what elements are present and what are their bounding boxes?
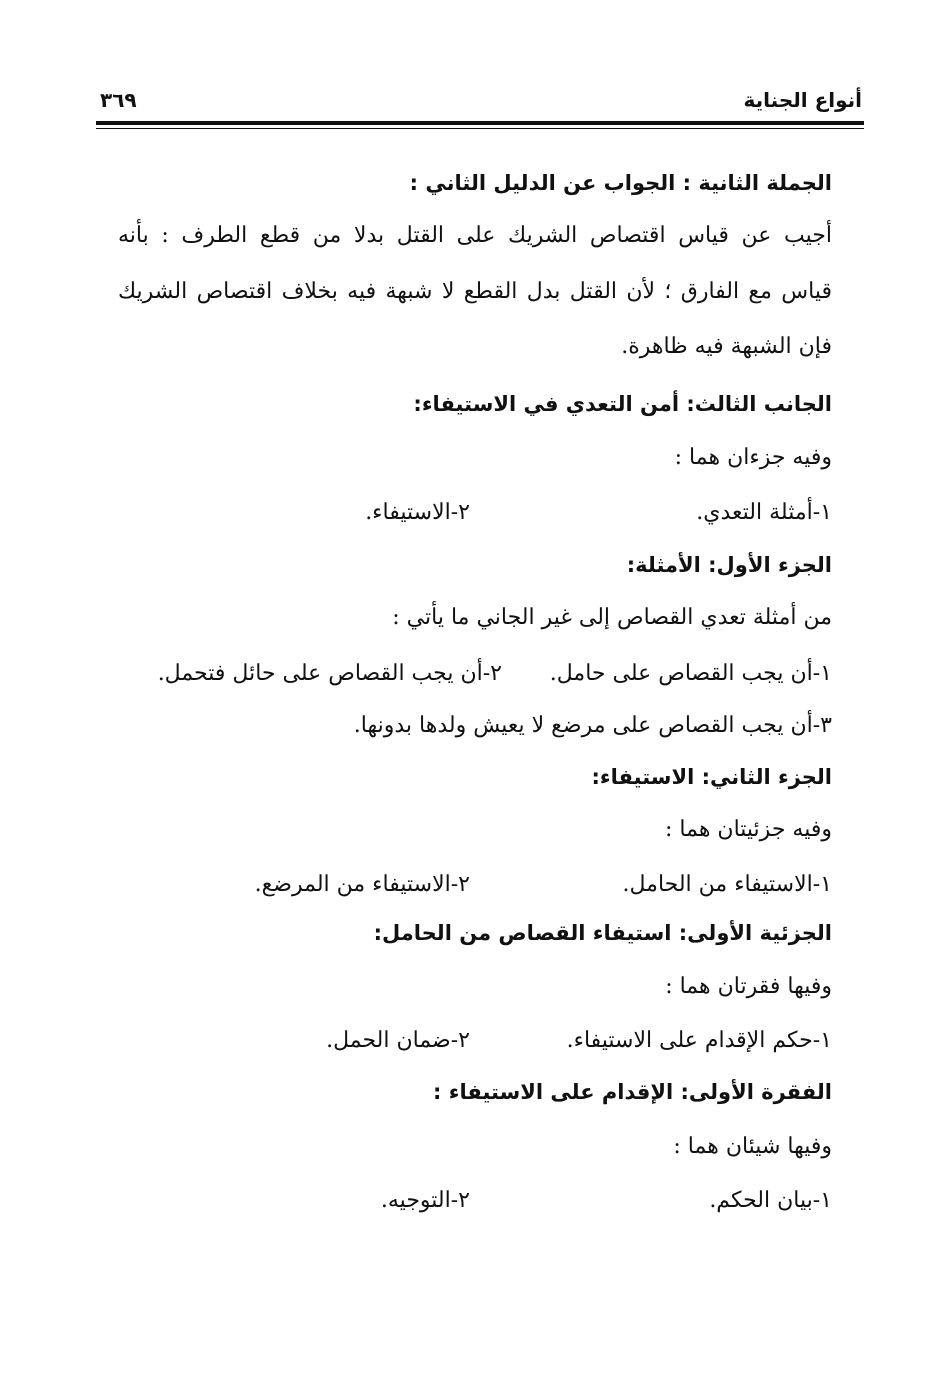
- list-item: ١-حكم الإقدام على الاستيفاء.: [566, 1028, 832, 1053]
- list-item: ٣-أن يجب القصاص على مرضع لا يعيش ولدها بدونها.: [353, 713, 832, 738]
- list-item: ٢-التوجيه.: [380, 1188, 470, 1213]
- body-text-line: وفيها فقرتان هما :: [665, 974, 832, 999]
- running-header: [96, 86, 864, 124]
- section-heading: الجانب الثالث: أمن التعدي في الاستيفاء:: [413, 392, 832, 416]
- list-item: ٢-الاستيفاء.: [365, 500, 470, 525]
- section-heading: الجملة الثانية : الجواب عن الدليل الثاني :: [409, 171, 832, 195]
- body-text-line: وفيها شيئان هما :: [673, 1134, 832, 1159]
- header-rule-thin: [96, 128, 864, 129]
- list-item: ١-أن يجب القصاص على حامل.: [549, 661, 832, 686]
- list-item: ١-أمثلة التعدي.: [696, 500, 832, 525]
- list-item: ١-الاستيفاء من الحامل.: [622, 872, 832, 897]
- list-item: ٢-ضمان الحمل.: [326, 1028, 470, 1053]
- header-rule-thick: [96, 121, 864, 125]
- section-heading: الجزء الأول: الأمثلة:: [626, 553, 832, 577]
- chapter-title: أنواع الجناية: [743, 88, 862, 112]
- list-item: ١-بيان الحكم.: [709, 1188, 832, 1213]
- page-number: ٣٦٩: [100, 88, 137, 112]
- list-item: ٢-أن يجب القصاص على حائل فتحمل.: [157, 661, 502, 686]
- list-item: ٢-الاستيفاء من المرضع.: [254, 872, 470, 897]
- body-text-line: وفيه جزئيتان هما :: [665, 817, 832, 842]
- body-text-line: من أمثلة تعدي القصاص إلى غير الجاني ما يأتي :: [392, 605, 832, 630]
- body-text-line: أجيب عن قياس اقتصاص الشريك على القتل بدلا من قطع الطرف : بأنه: [118, 223, 832, 248]
- body-text-line: فإن الشبهة فيه ظاهرة.: [621, 334, 832, 359]
- section-heading: الفقرة الأولى: الإقدام على الاستيفاء :: [433, 1080, 832, 1104]
- section-heading: الجزئية الأولى: استيفاء القصاص من الحامل:: [373, 921, 832, 945]
- body-text-line: قياس مع الفارق ؛ لأن القتل بدل القطع لا شبهة فيه بخلاف اقتصاص الشريك: [118, 279, 832, 304]
- body-text-line: وفيه جزءان هما :: [674, 445, 832, 470]
- section-heading: الجزء الثاني: الاستيفاء:: [591, 765, 832, 789]
